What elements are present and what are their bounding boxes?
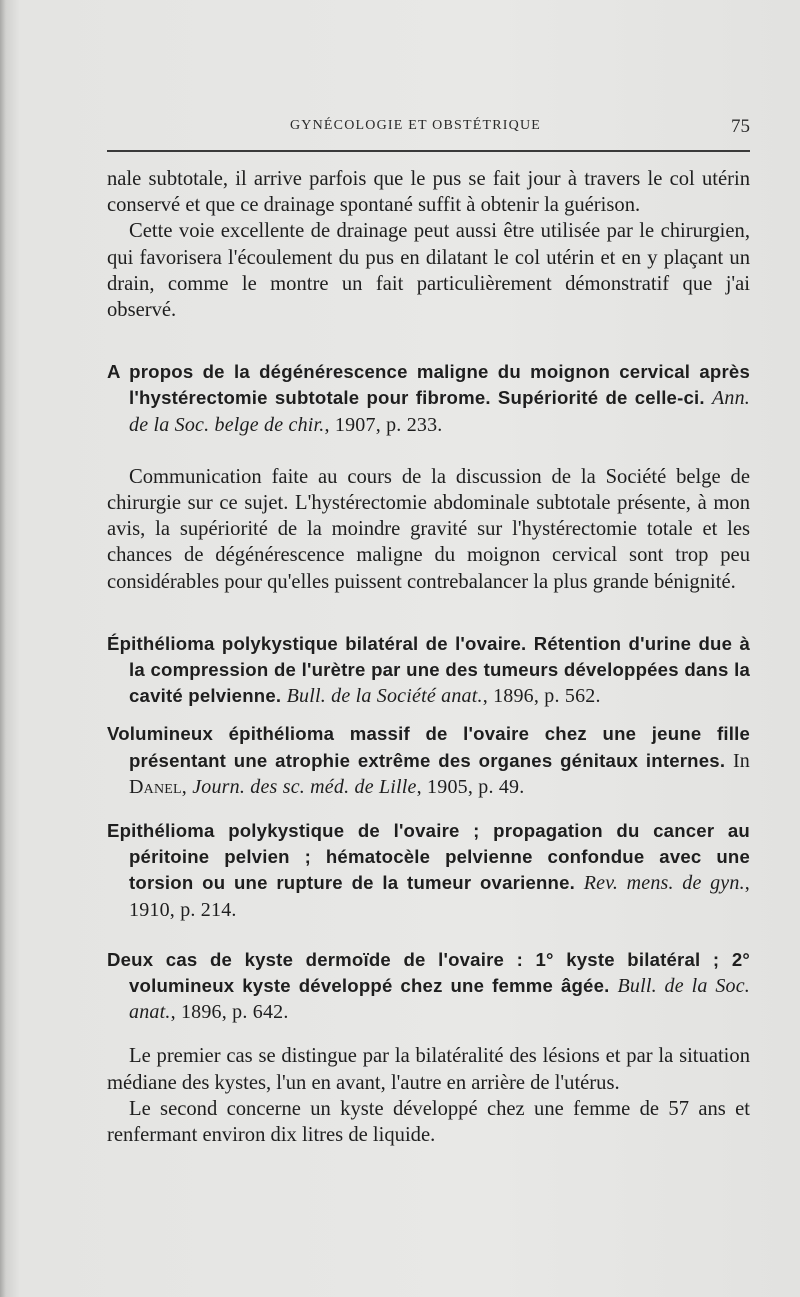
entry-1-journal: Ann. de la Soc. belge de chir.: [129, 387, 750, 436]
entry-4-ref: , 1910, p. 214.: [129, 872, 750, 921]
bibliography-entry-5: [107, 947, 750, 1026]
entry-2-title: Épithélioma polykystique bilatéral de l'ovaire. Rétention d'urine due à la compression de l'urètre par une des tumeurs développées dans la cavité pelvienne.: [107, 632, 750, 707]
entry-2-ref: , 1896, p. 562.: [482, 685, 601, 708]
entry-3-ref: , 1905, p. 49.: [416, 775, 525, 798]
page-header: [107, 116, 750, 140]
entry-5-ref: , 1896, p. 642.: [170, 1001, 289, 1024]
paragraph-drainage: Cette voie excellente de drainage peut aussi être utilisée par le chirurgien, qui favorisera l'écoulement du pus en dilatant le col utérin et en y plaçant un drain, comme le montre un fait particulièrement démonstratif que j'ai observé.: [107, 220, 750, 322]
entry-3-in: In: [732, 749, 750, 772]
running-title: GYNÉCOLOGIE ET OBSTÉTRIQUE: [290, 118, 542, 133]
entry-1-title: A propos de la dégénérescence maligne du moignon cervical après l'hystérectomie subtotale pour fibrome. Supériorité de celle-ci.: [107, 361, 750, 409]
entry-4-journal: Rev. mens. de gyn.: [583, 872, 745, 895]
entry-1-ref: , 1907, p. 233.: [324, 413, 443, 436]
entry-2-journal: Bull. de la Société anat.: [286, 685, 483, 708]
page-content: [107, 166, 750, 1148]
bibliography-entry-3: [107, 721, 750, 800]
entry-4-title: Epithélioma polykystique de l'ovaire ; propagation du cancer au péritoine pelvien ; hématocèle pelvienne confondue avec une torsion ou une rupture de la tumeur ovarienne.: [107, 820, 750, 894]
entry-2-reference: [287, 685, 601, 707]
entry-3-journal: Journ. des sc. méd. de Lille: [192, 775, 417, 798]
paragraph-first-case: Le premier cas se distingue par la bilatéralité des lésions et par la situation médiane des kystes, l'un en avant, l'autre en arrière de l'utérus.: [107, 1045, 750, 1094]
bibliography-entry-1: [107, 359, 750, 438]
paragraph-second-case: Le second concerne un kyste développé chez une femme de 57 ans et renfermant environ dix litres de liquide.: [107, 1097, 750, 1147]
header-rule: [107, 150, 750, 152]
page-number: 75: [731, 116, 750, 137]
bibliography-entry-2: [107, 631, 750, 710]
entry-5-journal: Bull. de la Soc. anat.: [129, 975, 750, 1024]
entry-3-title: Volumineux épithélioma massif de l'ovaire chez une jeune fille présentant une atrophie extrême des organes génitaux internes.: [107, 723, 750, 771]
entry-3-reference: In Danel, Journ. des sc. méd. de Lille, 1905, p. 49.: [129, 749, 750, 798]
paragraph-continuation: nale subtotale, il arrive parfois que le pus se fait jour à travers le col utérin conservé et que ce drainage spontané suffit à obtenir la guérison.: [107, 168, 750, 217]
paragraph-communication: Communication faite au cours de la discussion de la Société belge de chirurgie sur ce sujet. L'hystérectomie abdominale subtotale présente, à mon avis, la supériorité de la moindre gravité sur l'hystérectomie totale et les chances de dégénérescence maligne du moignon cervical sont trop peu considérables pour qu'elles puissent contrebalancer la plus grande bénignité.: [107, 465, 750, 593]
bibliography-entry-4: [107, 818, 750, 923]
entry-3-author: Danel: [129, 775, 182, 798]
entry-5-title: Deux cas de kyste dermoïde de l'ovaire : 1° kyste bilatéral ; 2° volumineux kyste développé chez une femme âgée.: [107, 948, 750, 997]
